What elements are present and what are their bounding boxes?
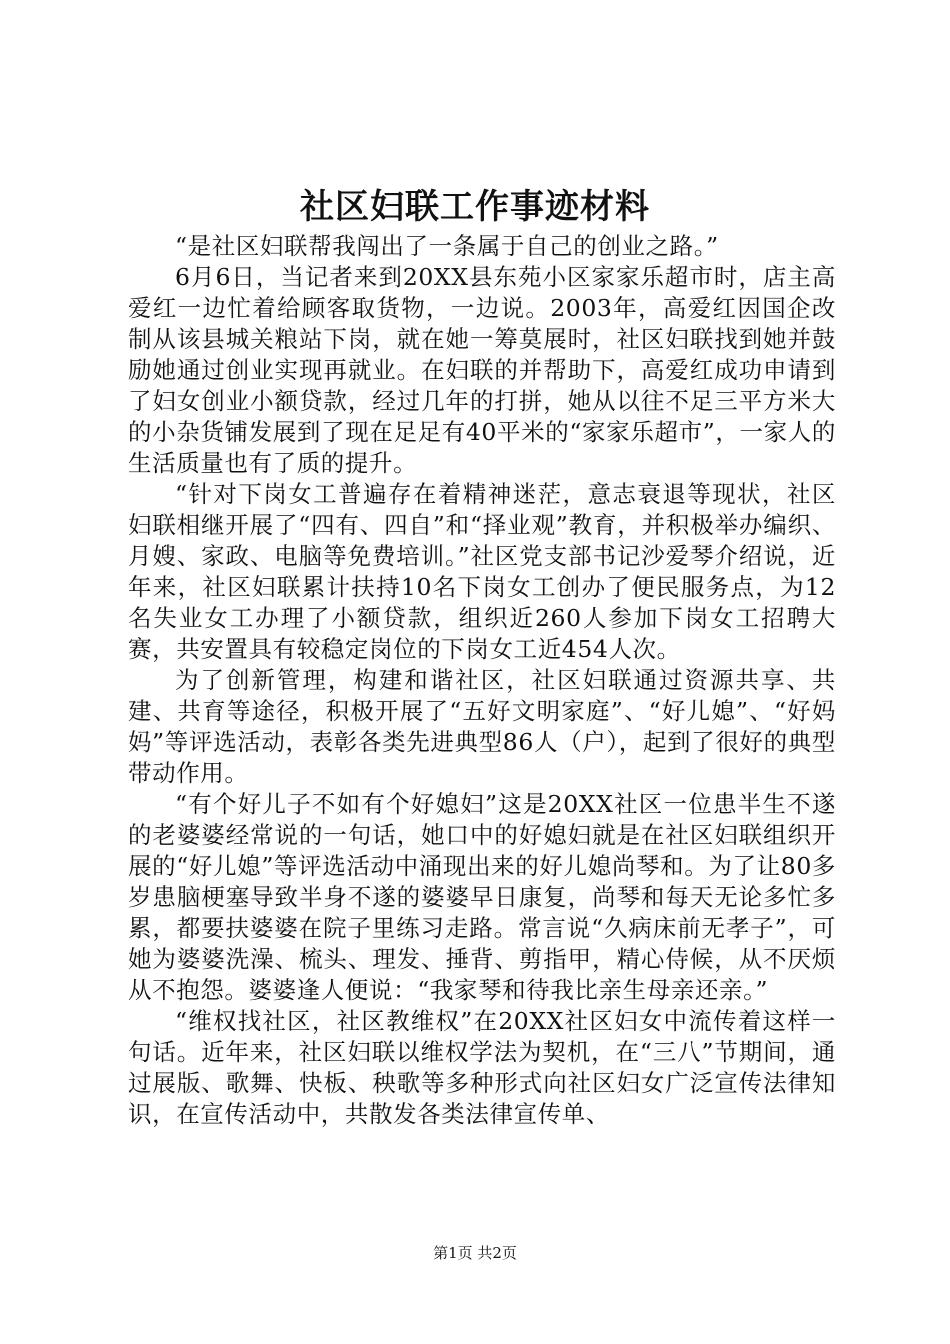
page-number-footer: 第1页 共2页 xyxy=(433,1244,517,1262)
document-body xyxy=(128,231,836,1130)
document-title: 社区妇联工作事迹材料 xyxy=(300,187,650,227)
paragraph-quote: “是社区妇联帮我闯出了一条属于自己的创业之路。” xyxy=(175,232,719,260)
paragraph-rights: “维权找社区，社区教维权”在20XX社区妇女中流传着这样一句话。近年来，社区妇联以维权学法为契机，在“三八”节期间，通过展版、歌舞、快板、秧歌等多种形式向社区妇女广泛宣传法律知识，在宣传活动中，共散发各类法律宣传单、 xyxy=(128,1007,836,1128)
paragraph-interview: 6月6日，当记者来到20XX县东苑小区家家乐超市时，店主高爱红一边忙着给顾客取货物，一边说。2003年，高爱红因国企改制从该县城关粮站下岗，就在她一筹莫展时，社区妇联找到她并鼓励她通过创业实现再就业。在妇联的并帮助下，高爱红成功申请到了妇女创业小额贷款，经过几年的打拼，她从以往不足三平方米大的小杂货铺发展到了现在足足有40平米的“家家乐超市”，一家人的生活质量也有了质的提升。 xyxy=(128,263,836,477)
paragraph-good-daughter-in-law: “有个好儿子不如有个好媳妇”这是20XX社区一位患半生不遂的老婆婆经常说的一句话，她口中的好媳妇就是在社区妇联组织开展的“好儿媳”等评选活动中涌现出来的好儿媳尚琴和。为了让80多岁患脑梗塞导致半身不遂的婆婆早日康复，尚琴和每天无论多忙多累，都要扶婆婆在院子里练习走路。常言说“久病床前无孝子”，可她为婆婆洗澡、梳头、理发、捶背、剪指甲，精心侍候，从不厌烦从不抱怨。婆婆逢人便说：“我家琴和待我比亲生母亲还亲。” xyxy=(128,790,836,1004)
paragraph-training: “针对下岗女工普遍存在着精神迷茫，意志衰退等现状，社区妇联相继开展了“四有、四自”和“择业观”教育，并积极举办编织、月嫂、家政、电脑等免费培训。”社区党支部书记沙爱琴介绍说，近年来，社区妇联累计扶持10名下岗女工创办了便民服务点，为12名失业女工办理了小额贷款，组织近260人参加下岗女工招聘大赛，共安置具有较稳定岗位的下岗女工近454人次。 xyxy=(128,480,836,663)
paragraph-harmony: 为了创新管理，构建和谐社区，社区妇联通过资源共享、共建、共育等途径，积极开展了“五好文明家庭”、“好儿媳”、“好妈妈”等评选活动，表彰各类先进典型86人（户），起到了很好的典型带动作用。 xyxy=(128,666,836,787)
